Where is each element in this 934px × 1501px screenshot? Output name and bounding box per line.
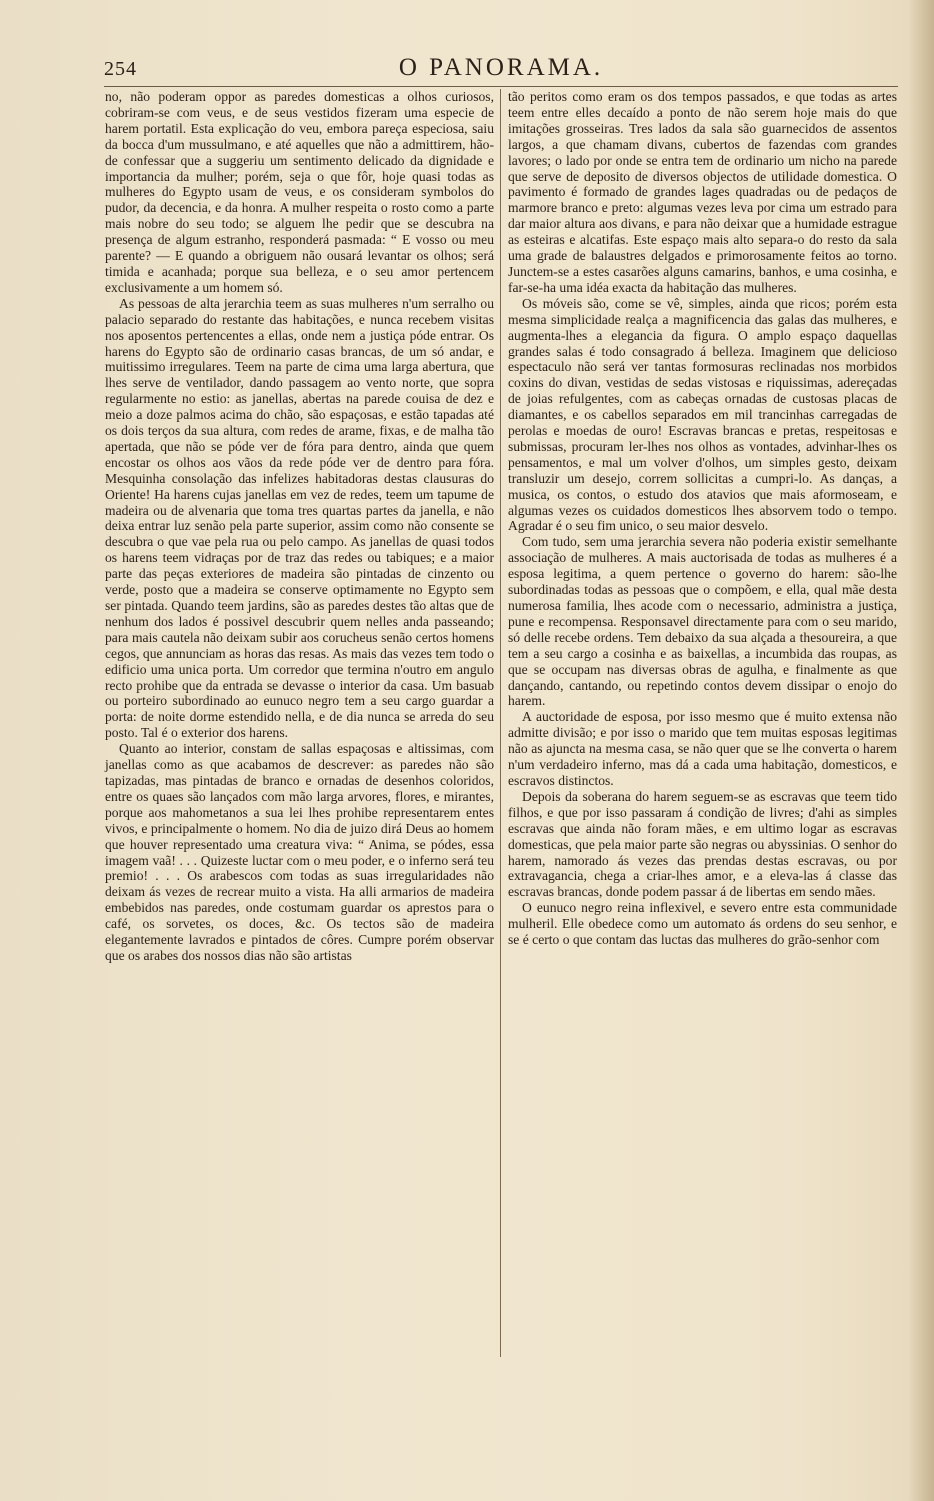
- left-paragraph-2: As pessoas de alta jerarchia teem as suas mulheres n'um serralho ou palacio separado do restante das habitações, e nunca recebem visitas nos aposentos pertencentes a ellas, onde nem a justiça póde entrar. Os harens do Egypto são de ordinario casas brancas, de um só andar, e muitissimo irregulares. Teem na parte de cima uma larga abertura, que lhes serve de ventilador, dando passagem ao vento norte, que sopra regularmente no estio: as janellas, abertas na parede couisa de dez e meio a doze palmos acima do chão, são espaçosas, e estão tapadas até os dois terços da sua altura, com redes de arame, fixas, e de malha tão apertada, que não se póde ver de fóra para dentro, ainda que quem encostar os olhos aos vãos da rede póde ver de dentro para fóra. Mesquinha consolação das infelizes habitadoras destas clausuras do Oriente! Ha harens cujas janellas em vez de redes, teem um tapume de madeira ou de alvenaria que toma tres quartas partes da janella, e não deixa entrar luz senão pela parte superior, assim como não consente se descubra o que vae pela rua ou pelo campo. As janellas de quasi todos os harens teem vidraças por de traz das redes ou tabiques; e a maior parte das peças exteriores de madeira são pintadas de cinzento ou verde, posto que a madeira se conserve optimamente no Egypto sem ser pintada. Quando teem jardins, são as paredes destes tão altas que de nenhum dos lados é possivel descubrir quem nelles anda passeando; para mais cautela não deixam subir aos corucheus senão certos homens cegos, que annunciam as horas das resas. As mais das vezes tem todo o edificio uma unica porta. Um corredor que termina n'outro em angulo recto prohibe que da entrada se devasse o interior da casa. Um basuab ou porteiro subordinado ao eunuco negro tem a seu cargo guardar a porta: de noite dorme estendido nella, e de dia nunca se arreda do seu posto. Tal é o exterior dos harens.: [105, 295, 494, 741]
- column-divider: [500, 89, 501, 1357]
- header-rule: [104, 86, 898, 87]
- right-paragraph-2: Os móveis são, come se vê, simples, ainda que ricos; porém esta mesma simplicidade realça a magnificencia das galas das mulheres, e augmenta-lhes a elegancia da figura. O amplo espaço daquellas grandes salas é todo consagrado á belleza. Imaginem que delicioso espectaculo não será ver tantas formosuras reclinadas nos morbidos coxins do divan, vestidas de sedas vistosas e riquissimas, adereçadas de joias refulgentes, com as cabeças ornadas de custosas placas de diamantes, e os cabellos separados em mil trancinhas carregadas de perolas e moedas de ouro! Escravas brancas e pretas, respeitosas e submissas, procuram ler-lhes nos olhos as vontades, advinhar-lhes os pensamentos, e mal um volver d'olhos, um simples gesto, deixam transluzir um desejo, correm sollicitas a cumpri-lo. As danças, a musica, os contos, o estudo dos atavios que mais aformoseam, e algumas vezes os cuidados domesticos lhes absorvem todo o tempo. Agradar é o seu fim unico, o seu maior desvelo.: [508, 295, 897, 534]
- right-paragraph-5: Depois da soberana do harem seguem-se as escravas que teem tido filhos, e que por isso passaram á condição de livres; d'ahi as simples escravas que ainda não foram mães, e em ultimo logar as escravas domesticas, que pela maior parte são negras ou abyssinias. O senhor do harem, namorado ás vezes das prendas destas escravas, ou por extravagancia, chega a criar-lhes amor, e a eleva-las á classe das escravas brancas, donde podem passar á de libertas em sendo mães.: [508, 788, 897, 900]
- page-edge-shadow: [908, 0, 934, 1501]
- page-number: 254: [104, 58, 137, 80]
- right-paragraph-3: Com tudo, sem uma jerarchia severa não poderia existir semelhante associação de mulheres. A mais auctorisada de todas as mulheres é a esposa legitima, a quem pertence o governo do harem: são-lhe subordinadas todas as pessoas que o compõem, e ella, qual mãe desta numerosa familia, lhes acode com o necessario, administra a justiça, pune e recompensa. Responsavel directamente para com o seu marido, só delle recebe ordens. Tem debaixo da sua alçada a thesoureira, a que tem a seu cargo a cosinha e as baixellas, a incumbida das roupas, as que se occupam nas diversas obras de agulha, e finalmente as que dançando, cantando, ou repetindo contos devem dissipar o enojo do harem.: [508, 534, 897, 709]
- right-paragraph-6: O eunuco negro reina inflexivel, e severo entre esta communidade mulheril. Elle obedece como um automato ás ordens do seu senhor, e se é certo o que contam das luctas das mulheres do grão-senhor com: [508, 900, 897, 948]
- right-column: [508, 89, 897, 948]
- left-paragraph-1: no, não poderam oppor as paredes domesticas a olhos curiosos, cobriram-se com veus, e de seus vestidos fizeram uma especie de harem portatil. Esta explicação do veu, embora pareça especiosa, saiu da bocca d'um mussulmano, e até aquelles que não a admittirem, hão-de confessar que a suggeriu um sentimento delicado da dignidade e importancia da mulher; porém, seja o que fôr, hoje quasi todas as mulheres do Egypto usam de veus, e os consideram symbolos do pudor, da decencia, e da honra. A mulher respeita o rosto como a parte mais nobre do seu todo; se alguem lhe pedir que se descubra na presença de algum estranho, responderá pasmada: “ E vosso ou meu parente? — E quando a obriguem não ousará levantar os olhos; será timida e acanhada; porque sua belleza, e o seu amor pertencem exclusivamente a um homem só.: [105, 89, 494, 295]
- right-paragraph-1: tão peritos como eram os dos tempos passados, e que todas as artes teem entre elles decaído a ponto de não serem hoje mais do que imitações grosseiras. Tres lados da sala são guarnecidos de assentos largos, a que chamam divans, cubertos de fazendas com grandes lavores; o lado por onde se entra tem de ordinario um nicho na parede que serve de deposito de diversos objectos de utilidade domestica. O pavimento é formado de grandes lages quadradas ou de pedaços de marmore branco e preto: algumas vezes leva por cima um estrado para dar maior altura aos divans, e para não deixar que a humidade estrague as esteiras e alcatifas. Este espaço mais alto separa-o do resto da sala uma grade de balaustres delgados e primorosamente feitos ao torno. Junctem-se a estes casarões alguns camarins, banhos, e uma cosinha, e far-se-ha uma idéa exacta da habitação das mulheres.: [508, 89, 897, 295]
- right-paragraph-4: A auctoridade de esposa, por isso mesmo que é muito extensa não admitte divisão; e por isso o marido que tem muitas esposas legitimas não as ajuncta na mesma casa, se não quer que se lhe converta o harem n'um verdadeiro inferno, mas dá a cada uma habitação, domesticos, e escravos distinctos.: [508, 709, 897, 788]
- left-paragraph-3: Quanto ao interior, constam de sallas espaçosas e altissimas, com janellas como as que acabamos de descrever: as paredes não são tapizadas, mas pintadas de branco e ornadas de desenhos coloridos, entre os quaes são lançados com mão larga arvores, flores, e mirantes, porque aos mahometanos a sua lei lhes prohibe representarem entes vivos, e principalmente o homem. No dia de juizo dirá Deus ao homem que houver representado uma creatura viva: “ Anima, se pódes, essa imagem vaã! . . . Quizeste luctar com o meu poder, e o inferno será teu premio! . . . Os arabescos com todas as suas irregularidades não deixam ás vezes de recrear muito a vista. Ha alli armarios de madeira embebidos nas paredes, onde costumam guardar os aprestos para o café, os sorvetes, os doces, &c. Os tectos são de madeira elegantemente lavrados e pintados de côres. Cumpre porém observar que os arabes dos nossos dias não são artistas: [105, 741, 494, 963]
- left-column: [105, 89, 494, 964]
- page-title: O PANORAMA.: [398, 54, 604, 81]
- page-header: [104, 50, 898, 86]
